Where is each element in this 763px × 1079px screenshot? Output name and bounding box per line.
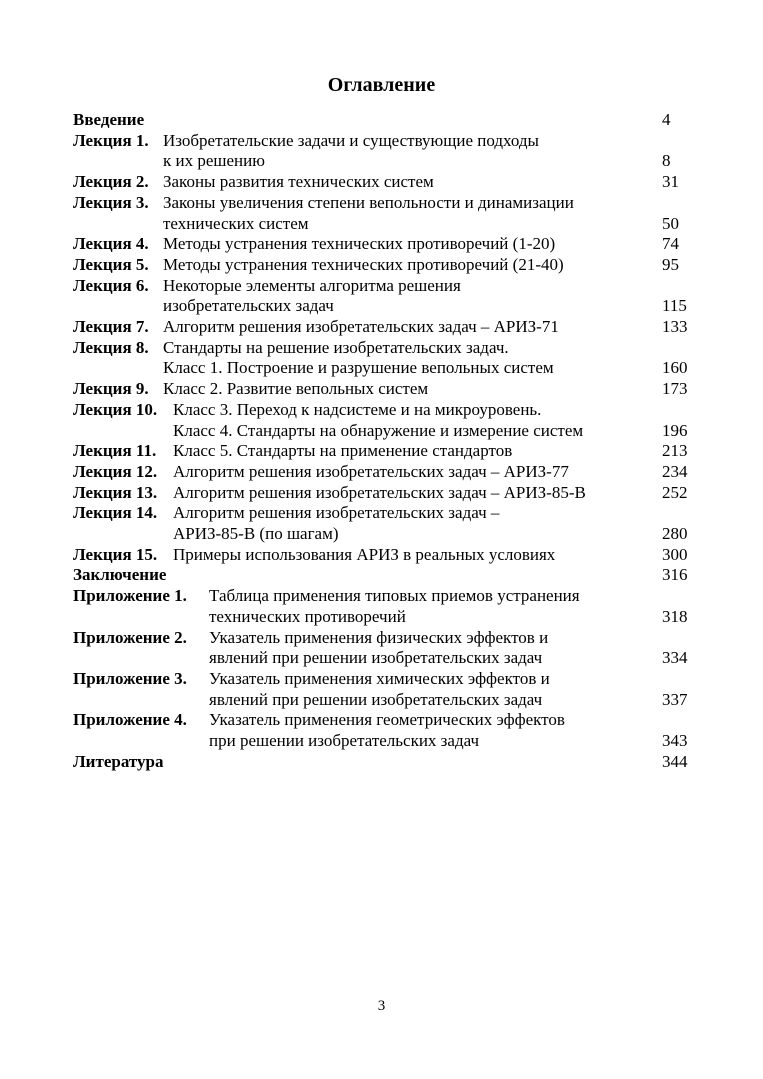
toc-entry-text: Алгоритм решения изобретательских задач – АРИЗ-71: [163, 317, 559, 337]
toc-entry: [73, 338, 693, 379]
toc-entry: [73, 669, 693, 710]
toc-entry-page: 31: [662, 172, 679, 192]
toc-entry-text: Некоторые элементы алгоритма решения: [163, 275, 461, 295]
toc-entry-text: изобретательских задач: [163, 296, 334, 316]
toc-entry: [73, 317, 693, 338]
toc-entry: [73, 255, 693, 276]
toc-entry-page: 213: [662, 441, 688, 461]
toc-entry: [73, 110, 693, 131]
toc-entry-label: Литература: [73, 751, 164, 771]
toc-entry-page: 234: [662, 461, 688, 481]
toc-entry-text: Указатель применения физических эффектов и: [209, 627, 549, 647]
toc-entry-page: 115: [662, 296, 687, 316]
toc-entry-text: Законы увеличения степени вепольности и динамизации: [163, 192, 574, 212]
toc-entry-page: 196: [662, 420, 688, 440]
toc-entry-text: Класс 1. Построение и разрушение вепольных систем: [163, 358, 554, 378]
toc-entry-text: Алгоритм решения изобретательских задач –: [173, 503, 500, 523]
toc-entry-page: 280: [662, 524, 688, 544]
toc-entry-label: Приложение 3.: [73, 668, 187, 688]
toc-entry-label: Лекция 5.: [73, 254, 149, 274]
toc-entry-page: 316: [662, 565, 688, 585]
toc-entry-text: технических противоречий: [209, 606, 406, 626]
page-title: Оглавление: [327, 74, 436, 96]
toc-entry-text: Класс 5. Стандарты на применение стандартов: [173, 441, 513, 461]
toc-entry-page: 160: [662, 358, 688, 378]
toc-entry-text: Методы устранения технических противоречий (1-20): [163, 234, 556, 254]
toc-entry: [73, 276, 693, 317]
toc-entry-label: Лекция 4.: [73, 234, 149, 254]
toc-entry: [73, 234, 693, 255]
toc-entry-text: Класс 2. Развитие вепольных систем: [163, 379, 429, 399]
toc-entry-page: 173: [662, 379, 688, 399]
toc-entry-label: Заключение: [73, 565, 167, 585]
toc-entry-page: 133: [662, 317, 688, 337]
toc-entry-text: Алгоритм решения изобретательских задач – АРИЗ-85-В: [173, 482, 586, 502]
toc-entry-page: 300: [662, 544, 688, 564]
toc-entry-text: Примеры использования АРИЗ в реальных условиях: [173, 544, 556, 564]
toc-entry-text: Методы устранения технических противоречий (21-40): [163, 254, 564, 274]
toc-entry-text: явлений при решении изобретательских задач: [209, 689, 543, 709]
toc-entry-page: 252: [662, 482, 688, 502]
toc-entry-label: Приложение 1.: [73, 586, 187, 606]
toc-entry-page: 344: [662, 751, 688, 771]
toc-entry: [73, 193, 693, 234]
toc-entry-label: Лекция 8.: [73, 337, 149, 357]
toc-entry-label: Приложение 4.: [73, 710, 187, 730]
toc-entry-text: Указатель применения химических эффектов и: [209, 668, 550, 688]
toc-entry-page: 337: [662, 689, 688, 709]
toc-entry: [73, 752, 693, 773]
toc-entry: [73, 441, 693, 462]
toc-entry-label: Лекция 2.: [73, 172, 149, 192]
toc-entry-label: Лекция 6.: [73, 275, 149, 295]
toc-entry-label: Приложение 2.: [73, 627, 187, 647]
toc-entry-label: Лекция 9.: [73, 379, 149, 399]
toc-entry: [73, 503, 693, 544]
toc-entry-text: явлений при решении изобретательских задач: [209, 648, 543, 668]
toc-entry-page: 95: [662, 254, 679, 274]
toc-entry-label: Лекция 1.: [73, 130, 149, 150]
toc-entry: [73, 483, 693, 504]
table-of-contents: [73, 110, 693, 773]
toc-entry: [73, 545, 693, 566]
toc-entry-page: 334: [662, 648, 688, 668]
toc-entry: [73, 400, 693, 441]
toc-entry-label: Лекция 12.: [73, 461, 158, 481]
toc-entry: [73, 131, 693, 172]
toc-entry-page: 74: [662, 234, 679, 254]
toc-entry-page: 343: [662, 731, 688, 751]
toc-entry-page: 50: [662, 213, 679, 233]
toc-entry-text: к их решению: [163, 151, 265, 171]
toc-entry-text: Таблица применения типовых приемов устранения: [209, 586, 580, 606]
toc-entry-text: Класс 4. Стандарты на обнаружение и измерение систем: [173, 420, 584, 440]
toc-entry-label: Лекция 14.: [73, 503, 158, 523]
toc-entry-text: Законы развития технических систем: [163, 172, 434, 192]
toc-entry: [73, 172, 693, 193]
toc-entry-label: Введение: [73, 110, 145, 129]
toc-entry-label: Лекция 11.: [73, 441, 157, 461]
toc-entry: [73, 710, 693, 751]
toc-entry: [73, 379, 693, 400]
toc-entry-label: Лекция 13.: [73, 482, 158, 502]
toc-entry-label: Лекция 15.: [73, 544, 158, 564]
toc-entry-label: Лекция 10.: [73, 399, 158, 419]
toc-entry-text: АРИЗ-85-В (по шагам): [173, 524, 339, 544]
toc-entry-label: Лекция 7.: [73, 317, 149, 337]
toc-entry-page: 4: [662, 110, 671, 129]
toc-entry-page: 318: [662, 606, 688, 626]
toc-entry-text: Изобретательские задачи и существующие подходы: [163, 130, 539, 150]
toc-entry: [73, 586, 693, 627]
toc-entry: [73, 462, 693, 483]
toc-entry-text: Стандарты на решение изобретательских задач.: [163, 337, 509, 357]
toc-entry-text: Указатель применения геометрических эффектов: [209, 710, 565, 730]
page-number: 3: [377, 998, 386, 1014]
toc-entry: [73, 628, 693, 669]
toc-entry-text: при решении изобретательских задач: [209, 731, 480, 751]
toc-entry-text: технических систем: [163, 213, 309, 233]
toc-entry-label: Лекция 3.: [73, 192, 149, 212]
toc-entry: [73, 565, 693, 586]
toc-entry-text: Алгоритм решения изобретательских задач – АРИЗ-77: [173, 461, 569, 481]
toc-entry-page: 8: [662, 151, 671, 171]
toc-entry-text: Класс 3. Переход к надсистеме и на микроуровень.: [173, 399, 542, 419]
